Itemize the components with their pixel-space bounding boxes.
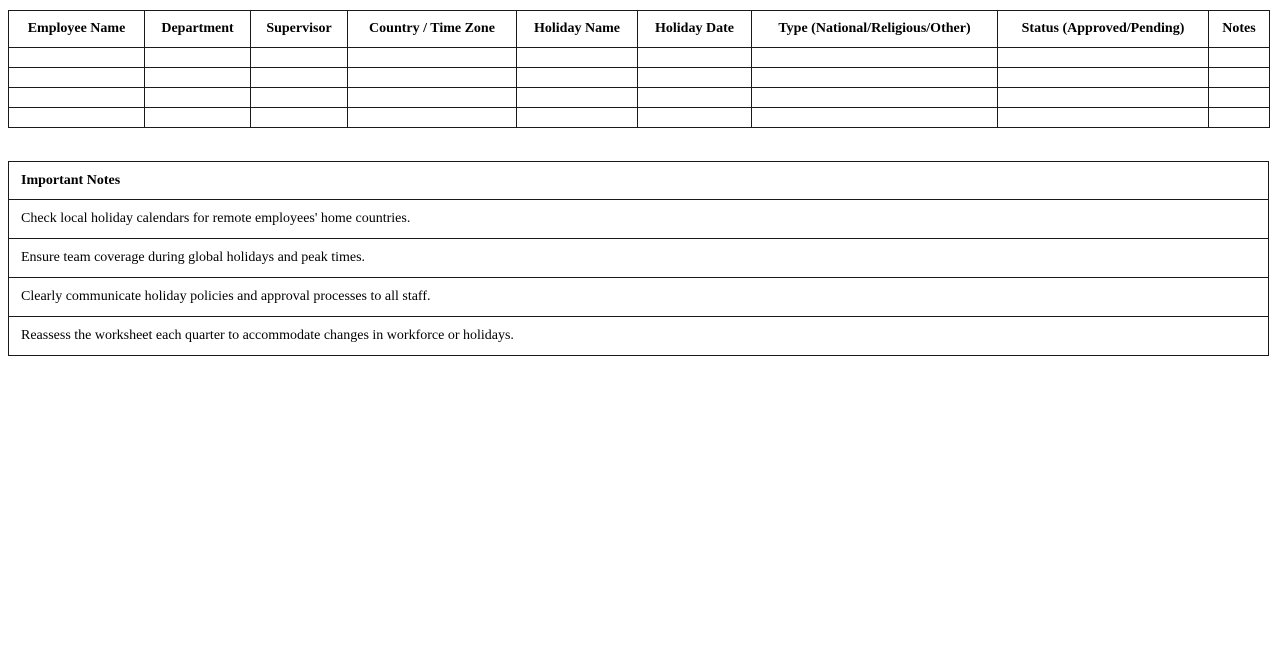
empty-cell [348,48,517,68]
empty-cell [348,108,517,128]
empty-cell [752,108,998,128]
empty-cell [998,48,1209,68]
empty-cell [998,88,1209,108]
column-header-employee-name: Employee Name [9,11,145,48]
empty-cell [638,88,752,108]
empty-cell [145,108,251,128]
empty-cell [517,48,638,68]
empty-cell [998,68,1209,88]
header-row [9,11,1270,48]
note-row [9,317,1269,356]
empty-cell [752,48,998,68]
empty-cell [145,88,251,108]
empty-cell [9,108,145,128]
note-item: Check local holiday calendars for remote employees' home countries. [9,200,1269,239]
column-header-country-time-zone: Country / Time Zone [348,11,517,48]
column-header-holiday-name: Holiday Name [517,11,638,48]
column-header-department: Department [145,11,251,48]
empty-cell [9,68,145,88]
empty-cell [251,48,348,68]
column-header-supervisor: Supervisor [251,11,348,48]
empty-cell [9,48,145,68]
empty-cell [638,108,752,128]
empty-cell [517,88,638,108]
note-row [9,278,1269,317]
column-header-type: Type (National/Religious/Other) [752,11,998,48]
empty-cell [9,88,145,108]
note-item: Clearly communicate holiday policies and approval processes to all staff. [9,278,1269,317]
empty-cell [1209,108,1270,128]
notes-header-row [9,162,1269,200]
table-row [9,48,1270,68]
note-item: Ensure team coverage during global holidays and peak times. [9,239,1269,278]
notes-title: Important Notes [9,162,1269,200]
empty-cell [638,68,752,88]
empty-cell [348,68,517,88]
empty-cell [145,68,251,88]
table-row [9,88,1270,108]
empty-cell [145,48,251,68]
column-header-status: Status (Approved/Pending) [998,11,1209,48]
note-row [9,200,1269,239]
empty-cell [1209,48,1270,68]
empty-cell [1209,68,1270,88]
column-header-holiday-date: Holiday Date [638,11,752,48]
table-row [9,108,1270,128]
empty-cell [251,88,348,108]
important-notes-table [8,161,1269,356]
note-row [9,239,1269,278]
empty-cell [998,108,1209,128]
table-row [9,68,1270,88]
empty-cell [1209,88,1270,108]
empty-cell [517,68,638,88]
empty-cell [638,48,752,68]
empty-cell [348,88,517,108]
note-item: Reassess the worksheet each quarter to accommodate changes in workforce or holidays. [9,317,1269,356]
empty-cell [517,108,638,128]
empty-cell [752,68,998,88]
empty-cell [251,68,348,88]
empty-cell [752,88,998,108]
empty-cell [251,108,348,128]
column-header-notes: Notes [1209,11,1270,48]
holiday-schedule-table [8,10,1270,128]
